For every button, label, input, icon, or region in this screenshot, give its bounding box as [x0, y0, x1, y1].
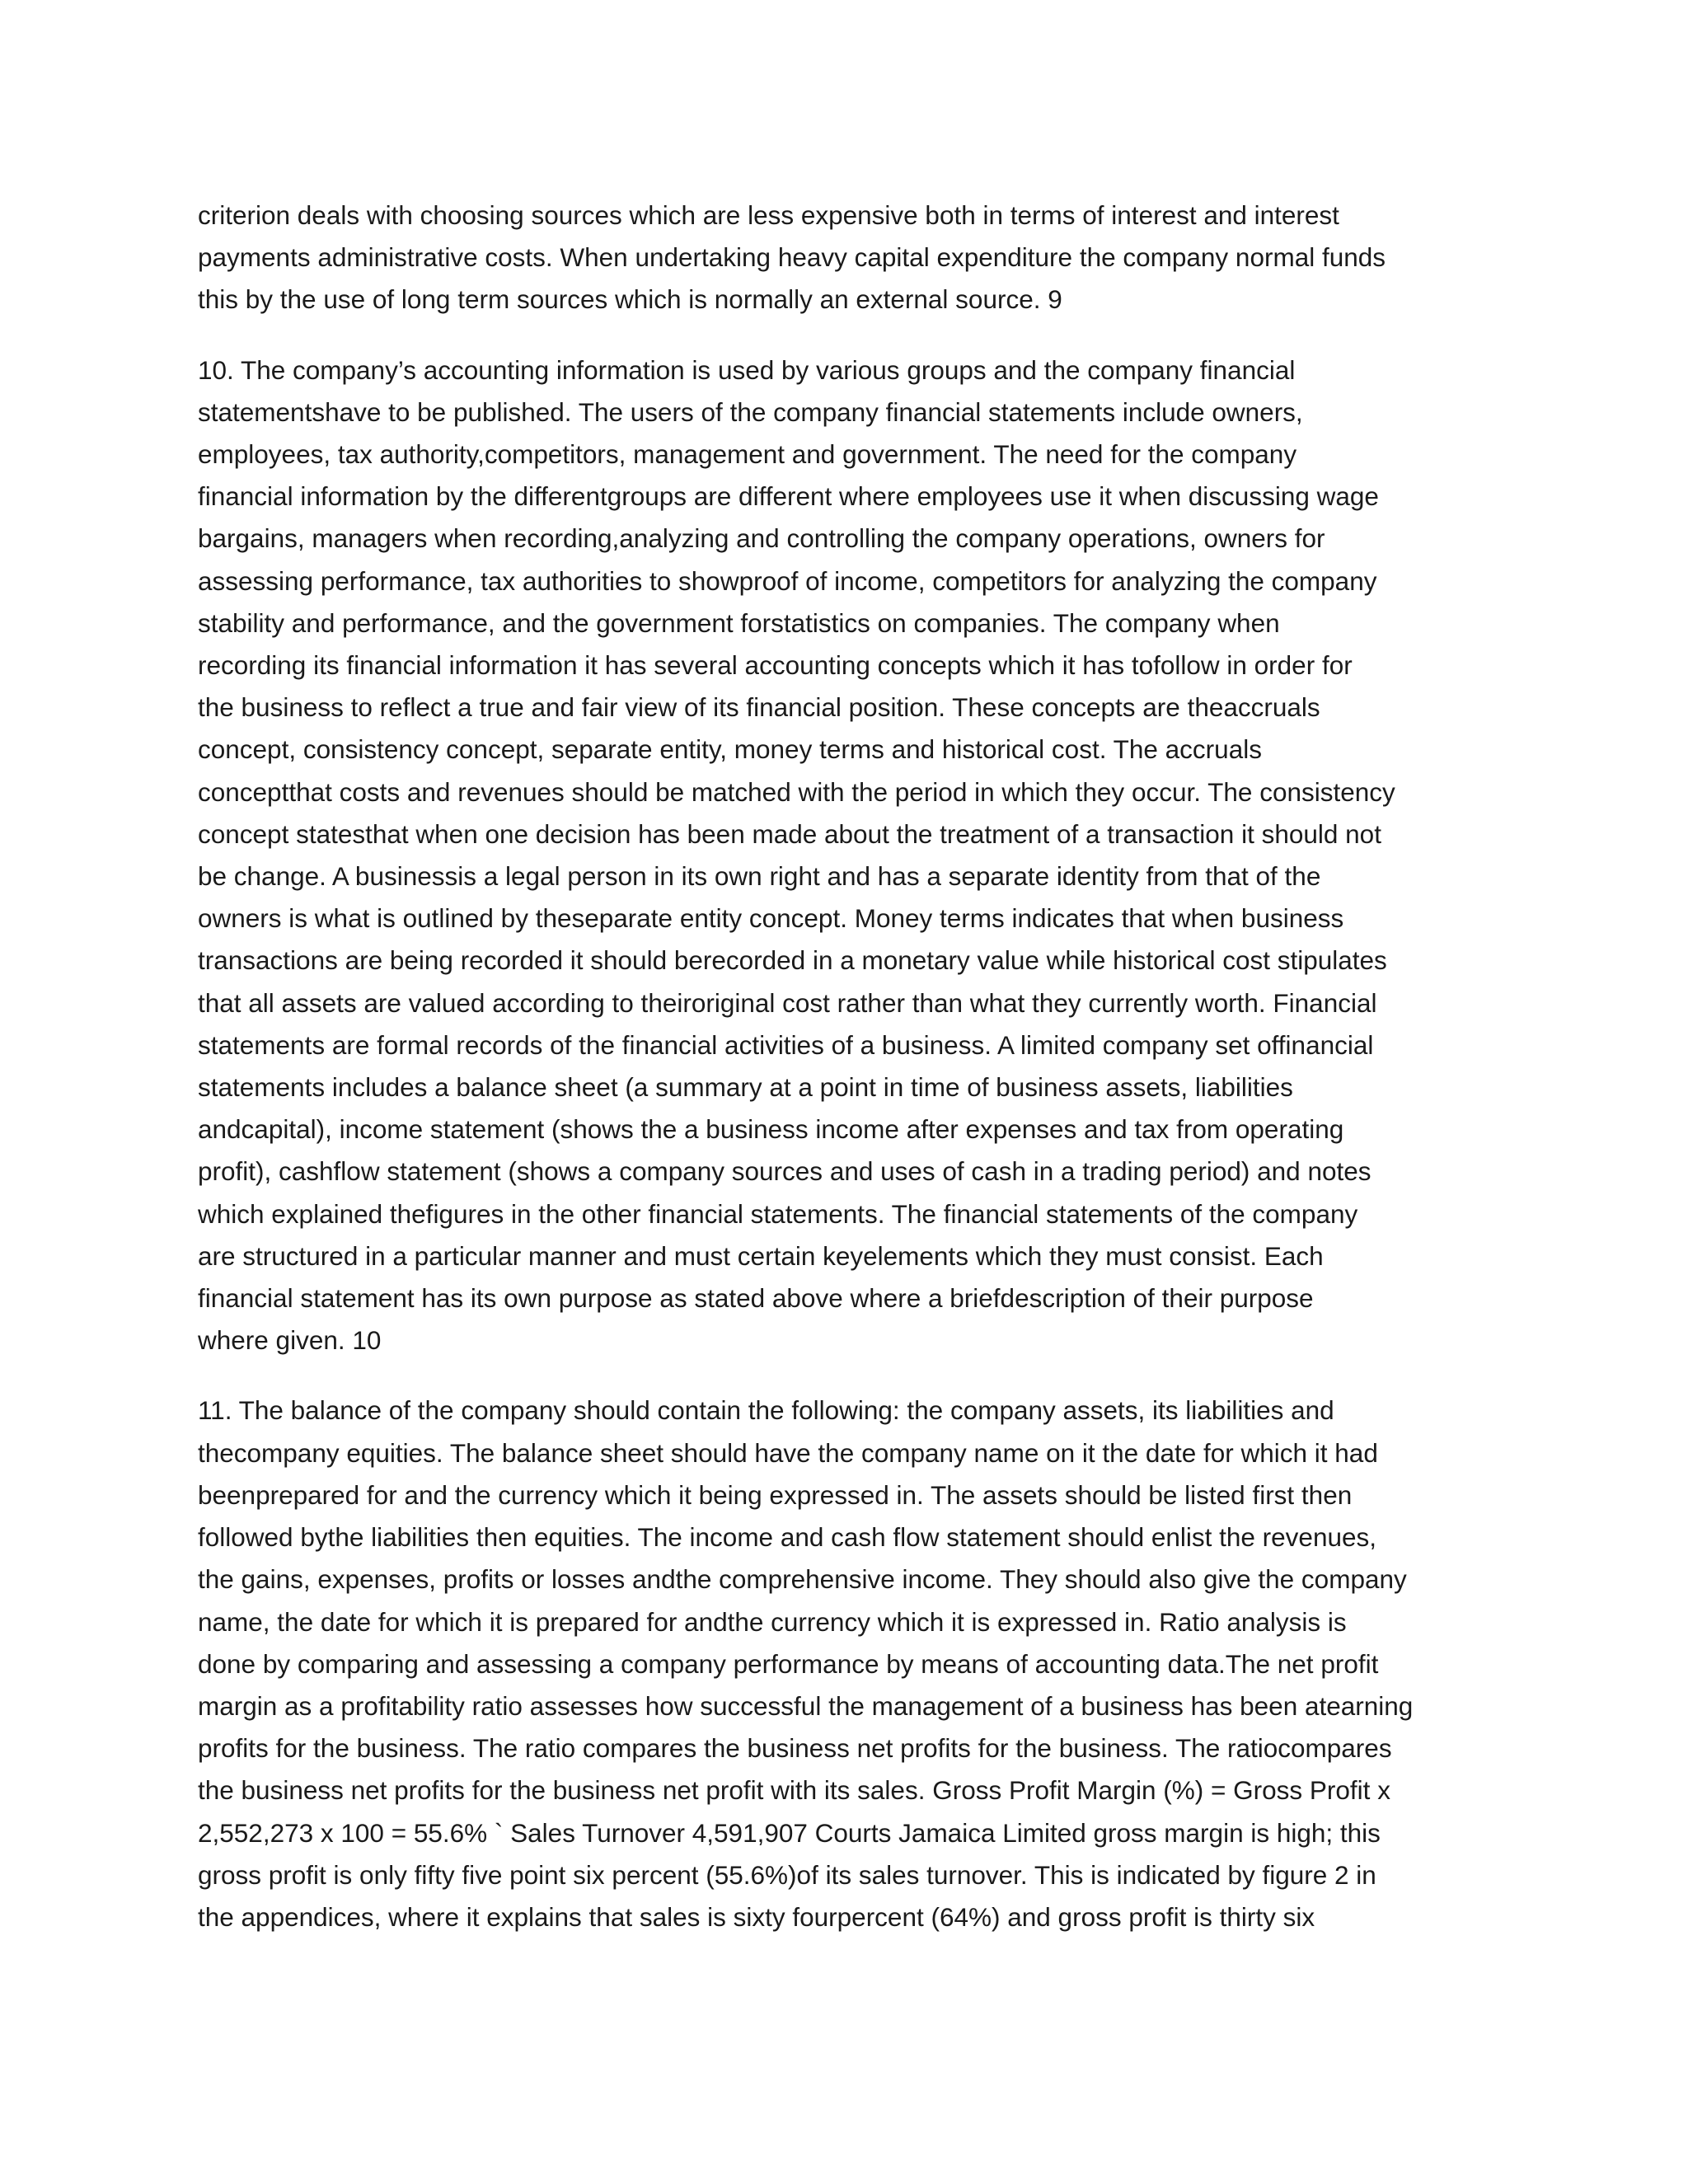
text-line: beenprepared for and the currency which it being expressed in. The assets should be listed first then	[198, 1479, 1353, 1510]
text-line: concept, consistency concept, separate entity, money terms and historical cost. The accruals	[198, 734, 1262, 765]
text-line: bargains, managers when recording,analyzing and controlling the company operations, owners for	[198, 523, 1325, 554]
text-line: the business net profits for the business net profit with its sales. Gross Profit Margin (%) = Gross Profit x	[198, 1775, 1390, 1806]
text-line: where given. 10	[198, 1325, 382, 1356]
text-line: followed bythe liabilities then equities. The income and cash flow statement should enlist the revenues,	[198, 1522, 1377, 1553]
paragraph-11-balance-sheet	[198, 1390, 1500, 1938]
text-line: recording its financial information it has several accounting concepts which it has tofollow in order for	[198, 650, 1353, 681]
text-line: statements are formal records of the financial activities of a business. A limited company set offinancial	[198, 1029, 1374, 1060]
text-line: criterion deals with choosing sources which are less expensive both in terms of interest and interest	[198, 200, 1339, 230]
text-line: that all assets are valued according to theiroriginal cost rather than what they currently worth. Financial	[198, 987, 1377, 1018]
text-line: statements includes a balance sheet (a summary at a point in time of business assets, liabilities	[198, 1072, 1293, 1103]
text-line: statementshave to be published. The users of the company financial statements include owners,	[198, 396, 1303, 427]
text-line: assessing performance, tax authorities to showproof of income, competitors for analyzing the company	[198, 565, 1377, 596]
text-line: stability and performance, and the government forstatistics on companies. The company when	[198, 607, 1280, 638]
text-line: are structured in a particular manner and must certain keyelements which they must consist. Each	[198, 1240, 1324, 1271]
text-line: financial information by the differentgroups are different where employees use it when discussing wage	[198, 481, 1379, 512]
text-line: conceptthat costs and revenues should be matched with the period in which they occur. The consistency	[198, 776, 1395, 807]
text-line: concept statesthat when one decision has been made about the treatment of a transaction it should not	[198, 818, 1381, 849]
text-line: the business to reflect a true and fair view of its financial position. These concepts are theaccruals	[198, 692, 1320, 723]
text-line: 11. The balance of the company should contain the following: the company assets, its liabilities and	[198, 1395, 1334, 1426]
text-line: financial statement has its own purpose as stated above where a briefdescription of their purpose	[198, 1283, 1314, 1314]
text-line: this by the use of long term sources which is normally an external source. 9	[198, 284, 1062, 315]
text-line: which explained thefigures in the other financial statements. The financial statements of the company	[198, 1198, 1358, 1229]
text-line: name, the date for which it is prepared for andthe currency which it is expressed in. Ratio analysis is	[198, 1606, 1347, 1637]
paragraph-criterion	[198, 194, 1500, 321]
text-line: gross profit is only fifty five point six percent (55.6%)of its sales turnover. This is indicated by figure 2 in	[198, 1859, 1376, 1890]
text-line: the appendices, where it explains that sales is sixty fourpercent (64%) and gross profit is thirty six	[198, 1901, 1315, 1932]
text-line: done by comparing and assessing a company performance by means of accounting data.The net profit	[198, 1648, 1379, 1679]
text-line: payments administrative costs. When undertaking heavy capital expenditure the company normal funds	[198, 242, 1386, 273]
text-line: andcapital), income statement (shows the a business income after expenses and tax from operating	[198, 1114, 1344, 1145]
text-line: profit), cashflow statement (shows a company sources and uses of cash in a trading period) and notes	[198, 1156, 1372, 1187]
text-line: be change. A businessis a legal person in its own right and has a separate identity from that of the	[198, 861, 1321, 892]
text-line: owners is what is outlined by theseparate entity concept. Money terms indicates that when business	[198, 903, 1344, 934]
text-line: the gains, expenses, profits or losses andthe comprehensive income. They should also give the company	[198, 1564, 1407, 1595]
document-body	[198, 194, 1500, 1966]
text-line: 2,552,273 x 100 = 55.6% ` Sales Turnover 4,591,907 Courts Jamaica Limited gross margin is high; this	[198, 1817, 1381, 1848]
text-line: transactions are being recorded it should berecorded in a monetary value while historical cost stipulates	[198, 945, 1387, 976]
text-line: margin as a profitability ratio assesses how successful the management of a business has been atearning	[198, 1690, 1414, 1721]
text-line: thecompany equities. The balance sheet should have the company name on it the date for which it had	[198, 1437, 1378, 1468]
text-line: 10. The company’s accounting information is used by various groups and the company financial	[198, 354, 1296, 385]
text-line: profits for the business. The ratio compares the business net profits for the business. The ratiocompares	[198, 1733, 1392, 1764]
paragraph-10-accounting-information	[198, 349, 1500, 1362]
text-line: employees, tax authority,competitors, management and government. The need for the company	[198, 439, 1297, 470]
